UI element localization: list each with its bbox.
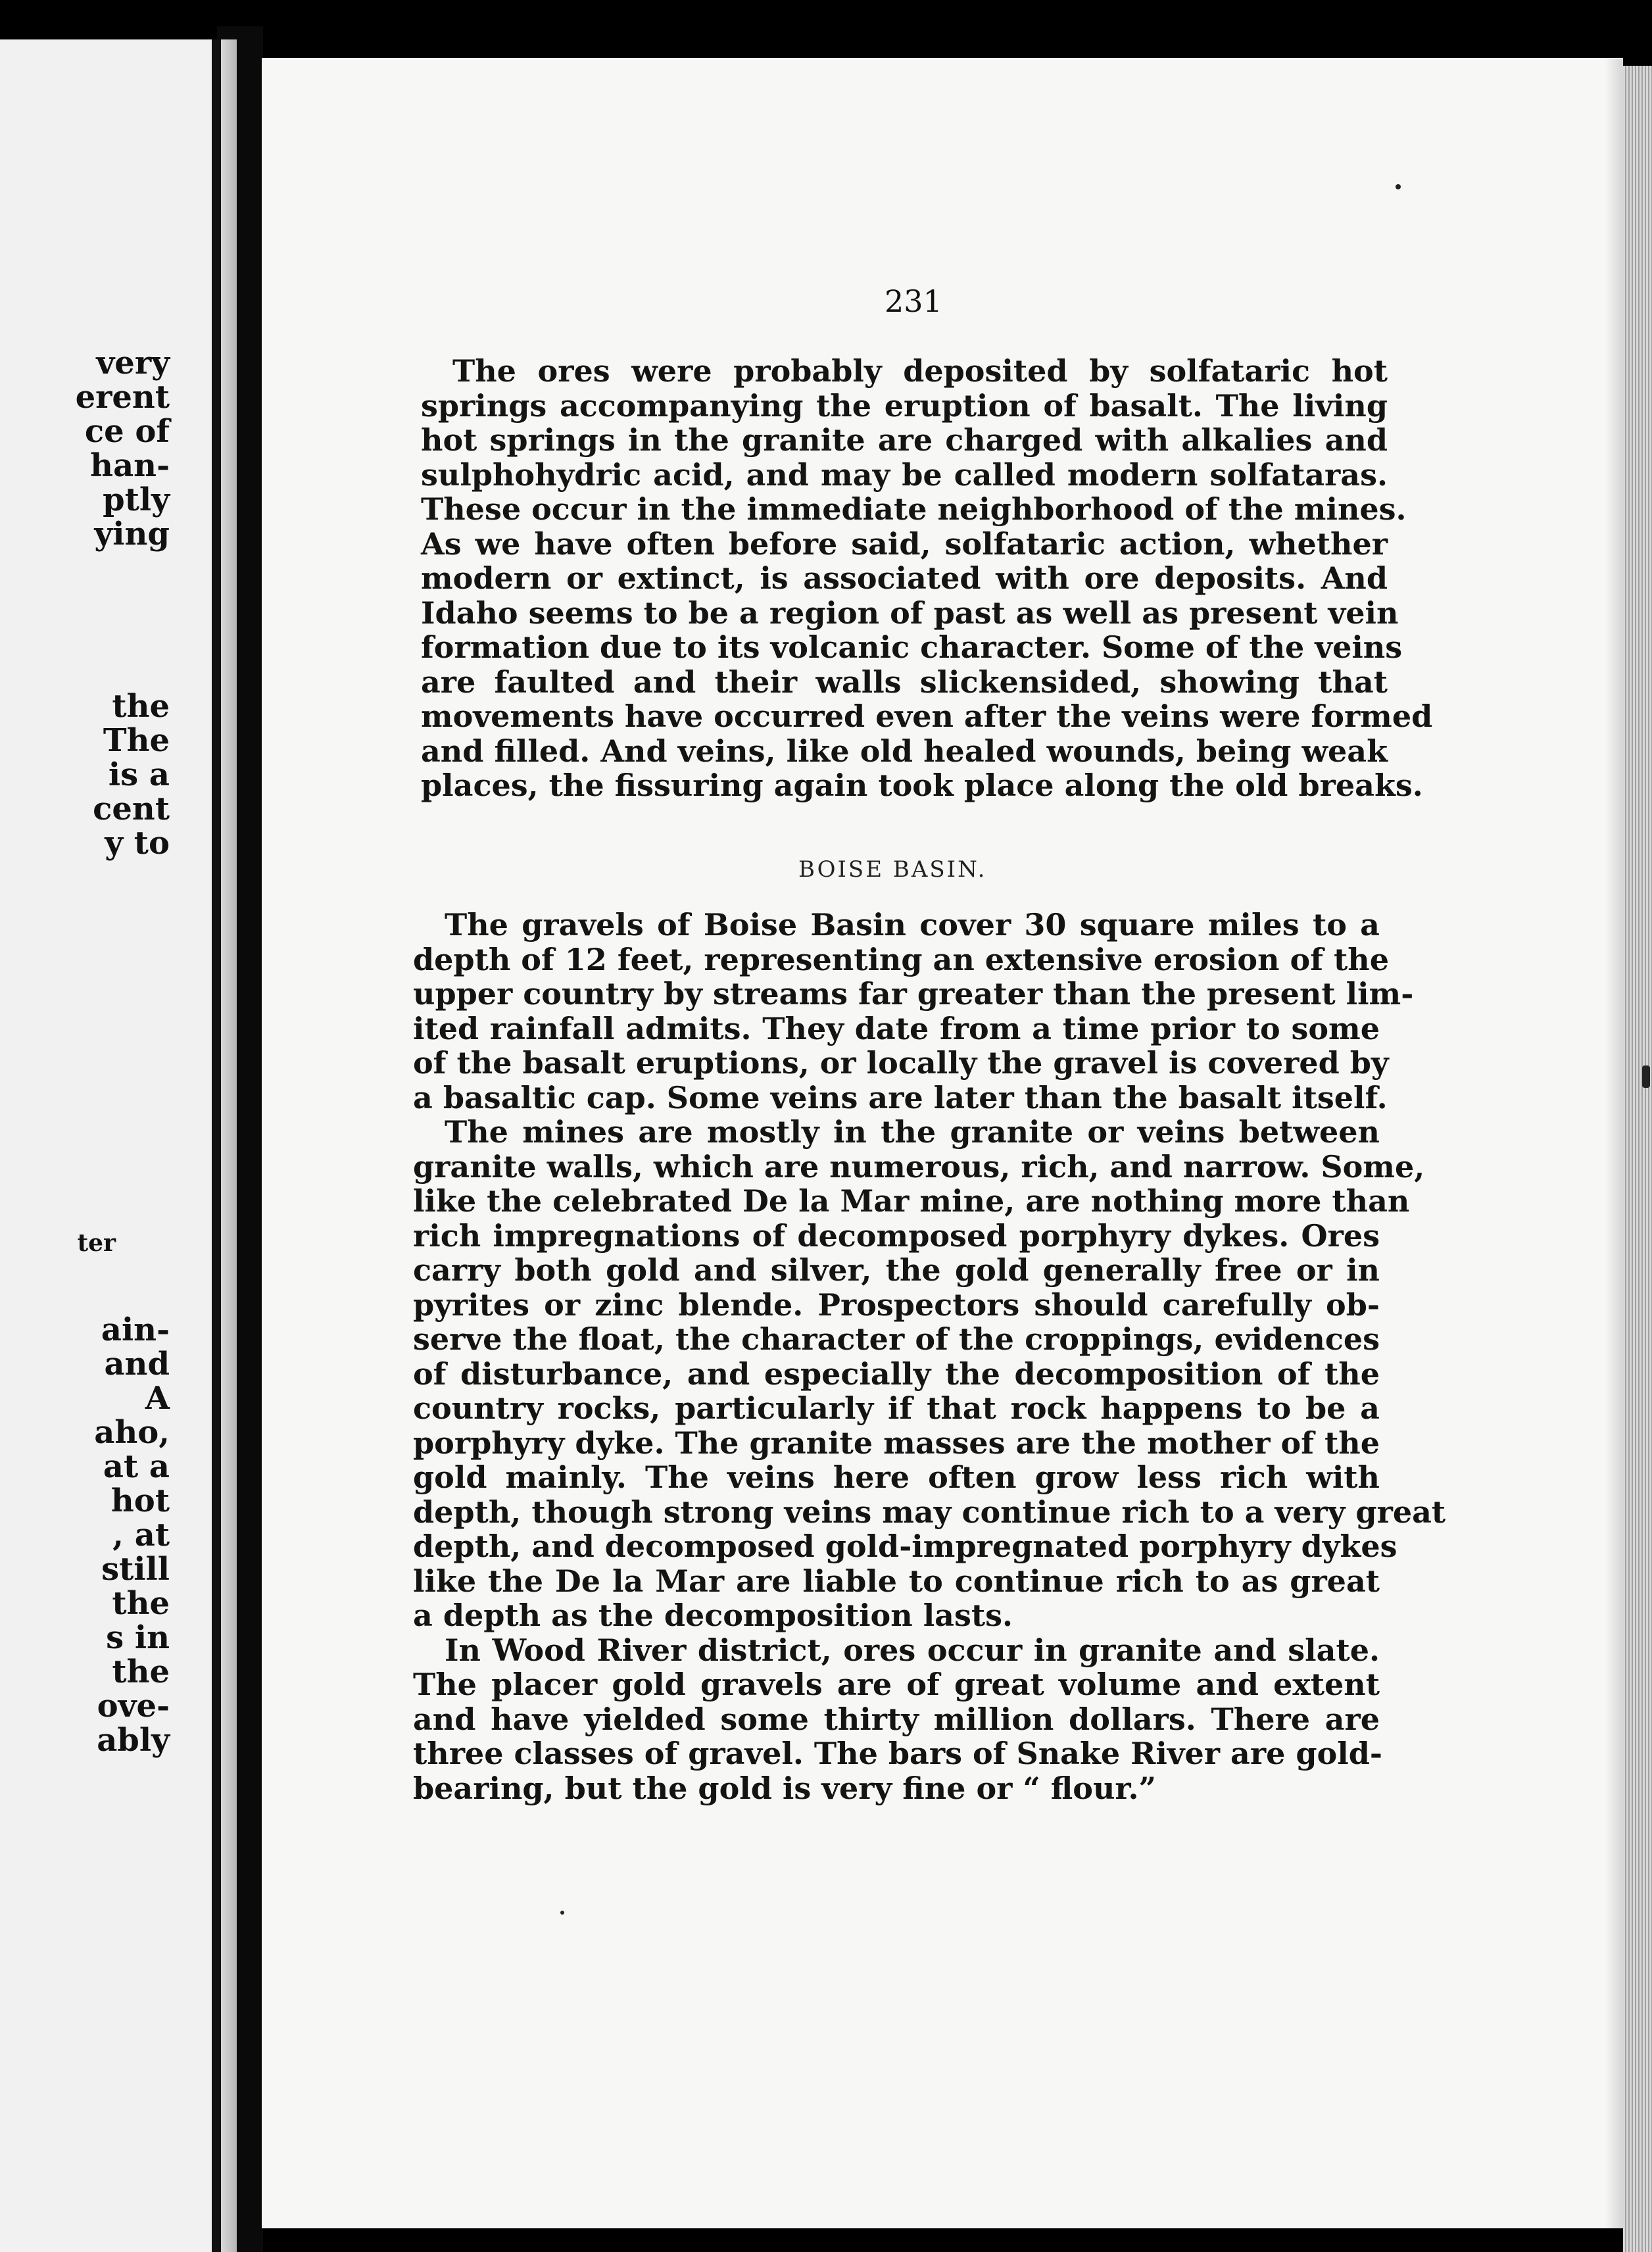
text-line: formation due to its volcanic character. Some of the veins (421, 629, 1403, 665)
text-line: sulphohydric acid, and may be called modern solfataras. (421, 456, 1388, 493)
text-line: of the basalt eruptions, or locally the gravel is covered by (413, 1045, 1389, 1081)
text-line: In Wood River district, ores occur in granite and slate. (445, 1632, 1380, 1668)
text-line: and filled. And veins, like old healed wounds, being weak (421, 733, 1388, 769)
left-page-fragment: still (101, 1551, 170, 1588)
text-line: springs accompanying the eruption of basalt. The living (421, 387, 1388, 424)
text-line: These occur in the immediate neighborhood of the mines. (421, 491, 1407, 527)
text-line: depth of 12 feet, representing an extensive erosion of the (413, 941, 1389, 977)
left-page-fragment: hot (110, 1482, 170, 1519)
text-line: modern or extinct, is associated with ore deposits. And (421, 560, 1388, 596)
page-edge-shadow (1605, 59, 1624, 2243)
left-page-fragment: han- (90, 447, 170, 484)
left-page-fragment: is a (108, 756, 170, 793)
left-page-fragment: cent (93, 791, 170, 827)
page-number: 231 (885, 283, 942, 319)
left-page-fragment: ably (97, 1722, 170, 1759)
text-line: like the De la Mar are liable to continue rich to as great (413, 1563, 1380, 1599)
text-line: The mines are mostly in the granite or veins between (445, 1114, 1380, 1150)
text-line: movements have occurred even after the veins were formed (421, 698, 1433, 734)
text-line: ited rainfall admits. They date from a time prior to some (413, 1010, 1380, 1046)
left-page-fragment: ce of (84, 413, 170, 450)
left-page-fragment: ptly (103, 481, 170, 518)
text-line: Idaho seems to be a region of past as well as present vein (421, 595, 1399, 631)
text-line: a depth as the decomposition lasts. (413, 1598, 1013, 1633)
left-page-fragment: ove- (97, 1688, 170, 1725)
left-page-fragment: ain- (101, 1311, 170, 1348)
text-line: The gravels of Boise Basin cover 30 square miles to a (445, 907, 1380, 942)
text-line: hot springs in the granite are charged with alkalies and (421, 422, 1388, 458)
text-line: upper country by streams far greater than the present lim- (413, 976, 1414, 1012)
left-page-fragment: y to (105, 825, 170, 862)
text-line: The ores were probably deposited by solfataric hot (452, 353, 1388, 389)
text-line: are faulted and their walls slickensided, showing that (421, 664, 1388, 700)
text-line: porphyry dyke. The granite masses are the mother of the (413, 1425, 1380, 1461)
text-line: rich impregnations of decomposed porphyry dykes. Ores (413, 1217, 1380, 1254)
left-page-fragment: and (104, 1346, 170, 1383)
text-line: three classes of gravel. The bars of Snake River are gold- (413, 1736, 1382, 1771)
text-line: The placer gold gravels are of great volume and extent (413, 1667, 1380, 1702)
gutter-binding (212, 39, 221, 2252)
left-page-fragment: ter (77, 1229, 116, 1257)
text-line: depth, and decomposed gold-impregnated porphyry dykes (413, 1529, 1397, 1564)
left-page-fragment: at a (103, 1448, 170, 1485)
text-line: like the celebrated De la Mar mine, are nothing more than (413, 1183, 1410, 1219)
text-line: bearing, but the gold is very fine or “ flour.” (413, 1770, 1156, 1806)
paragraph-mines (413, 1114, 1446, 1633)
boise-basin-section (413, 907, 1446, 1806)
text-line: serve the float, the character of the croppings, evidences (413, 1321, 1380, 1357)
left-page-fragment: , at (112, 1517, 170, 1554)
left-page-fragment: erent (75, 379, 170, 416)
left-page-fragment: the (112, 688, 170, 725)
scan-speck (1396, 184, 1401, 189)
left-page-fragment: ying (94, 516, 170, 552)
left-page-fragment: aho, (94, 1414, 170, 1451)
left-page-fragment: very (96, 345, 170, 381)
text-line: gold mainly. The veins here often grow less rich with (413, 1459, 1380, 1495)
text-line: carry both gold and silver, the gold generally free or in (413, 1252, 1380, 1288)
left-facing-page (0, 39, 237, 2252)
left-page-fragment: A (145, 1380, 170, 1417)
text-line: granite walls, which are numerous, rich, and narrow. Some, (413, 1148, 1425, 1185)
scan-speck (560, 1911, 564, 1915)
paragraph-gravels (413, 907, 1414, 1115)
text-line: of disturbance, and especially the decomposition of the (413, 1356, 1380, 1392)
section-heading: BOISE BASIN. (798, 856, 987, 883)
left-page-fragment: the (112, 1653, 170, 1690)
scan-speck (1642, 1065, 1650, 1088)
text-line: depth, though strong veins may continue rich to a very great (413, 1494, 1446, 1530)
text-line: As we have often before said, solfataric action, whether (421, 526, 1388, 562)
left-page-fragment: the (112, 1585, 170, 1622)
paragraph-wood-river (413, 1633, 1380, 1806)
left-page-fragment: The (103, 722, 170, 759)
paragraph-ores-deposition (421, 353, 1433, 803)
text-line: places, the fissuring again took place along the old breaks. (421, 768, 1423, 803)
text-line: country rocks, particularly if that rock happens to be a (413, 1390, 1380, 1426)
text-line: pyrites or zinc blende. Prospectors should carefully ob- (413, 1286, 1380, 1323)
page-stack-edge (1623, 66, 1652, 2252)
text-line: a basaltic cap. Some veins are later than the basalt itself. (413, 1079, 1388, 1115)
text-line: and have yielded some thirty million dollars. There are (413, 1701, 1380, 1737)
left-page-fragment: s in (106, 1619, 170, 1656)
